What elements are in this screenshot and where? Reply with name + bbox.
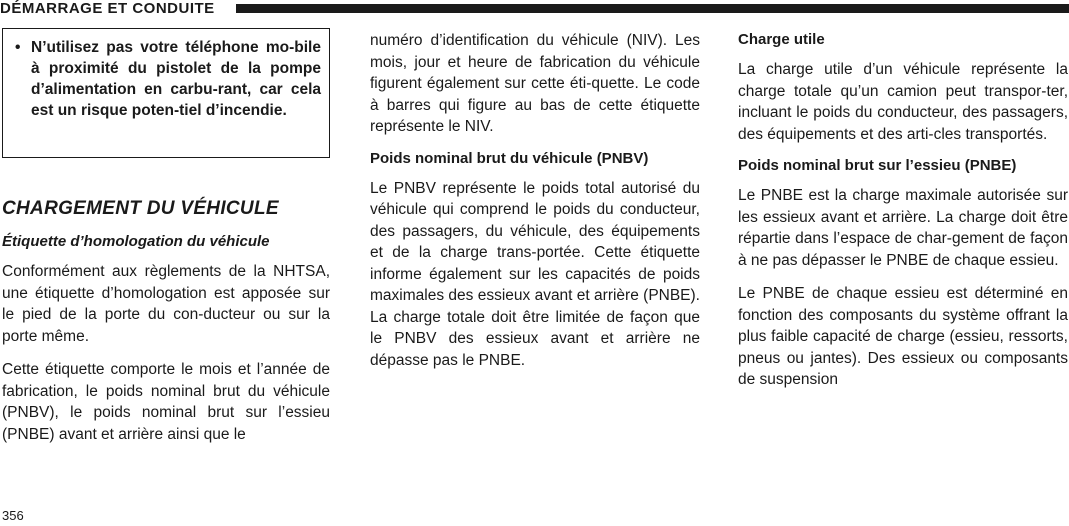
- paragraph: Cette étiquette comporte le mois et l’année de fabrication, le poids nominal brut du véhicule (PNBV), le poids nominal brut sur l’essieu (PNBE) avant et arrière ainsi que le: [2, 361, 330, 443]
- subheading-homologation: Étiquette d’homologation du véhicule: [2, 233, 270, 250]
- bullet-icon: •: [15, 39, 21, 56]
- column-right: [738, 30, 1068, 391]
- warning-item: [11, 37, 321, 121]
- page-number: 356: [2, 508, 24, 523]
- paragraph: Le PNBE de chaque essieu est déterminé en fonction des composants du système offrant la plus faible capacité de charge (essieu, ressorts, pneus ou jantes). Des essieux ou composants de suspension: [738, 285, 1068, 388]
- warning-text: N’utilisez pas votre téléphone mo-bile à proximité du pistolet de la pompe d’alimentation en carbu-rant, car cela est un risque poten-tiel d’incendie.: [31, 39, 321, 119]
- paragraph: Le PNBE est la charge maximale autorisée sur les essieux avant et arrière. La charge doit être répartie dans l’espace de char-gement de façon à ne pas dépasser le PNBE de chaque essieu.: [738, 187, 1068, 269]
- warning-box: [2, 28, 330, 158]
- paragraph: La charge utile d’un véhicule représente la charge totale qu’un camion peut transpor-ter, incluant le poids du conducteur, des passagers, des équipements et des arti-cles transportés.: [738, 61, 1068, 143]
- paragraph: Conformément aux règlements de la NHTSA, une étiquette d’homologation est apposée sur le pied de la porte du con-ducteur ou sur la porte même.: [2, 263, 330, 345]
- paragraph: Le PNBV représente le poids total autorisé du véhicule qui comprend le poids du conducteur, des passagers, du véhicule, des équipements et de la charge trans-portée. Cette étiquette informe également sur les capacités de poids maximales des essieux avant et arrière (PNBE). La charge totale doit être limitée de façon que le PNBV des essieux avant et arrière ne dépasse pas le PNBE.: [370, 179, 700, 369]
- paragraph: numéro d’identification du véhicule (NIV). Les mois, jour et heure de fabrication du véhicule figurent également sur cette éti-quette. Le code à barres qui figure au bas de cette étiquette représente le NIV.: [370, 32, 700, 135]
- column-middle: [370, 30, 700, 371]
- header-title: DÉMARRAGE ET CONDUITE: [0, 0, 223, 18]
- subheading-charge-utile: Charge utile: [738, 31, 825, 48]
- header-rule: [236, 4, 1069, 13]
- column-left: [2, 28, 330, 445]
- subheading-pnbe: Poids nominal brut sur l’essieu (PNBE): [738, 157, 1017, 174]
- section-title: CHARGEMENT DU VÉHICULE: [2, 198, 279, 219]
- subheading-pnbv: Poids nominal brut du véhicule (PNBV): [370, 149, 649, 167]
- running-header: [0, 0, 1069, 22]
